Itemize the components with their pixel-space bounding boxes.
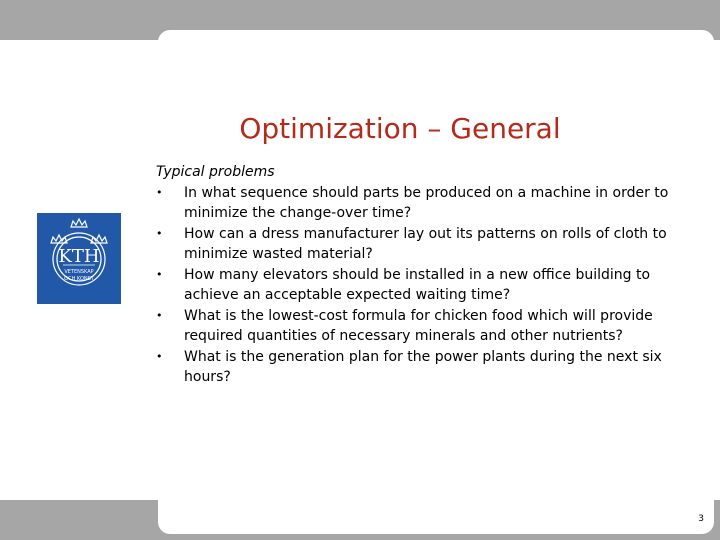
kth-logo xyxy=(37,213,121,304)
bullet-icon: • xyxy=(156,350,163,363)
bullet-icon: • xyxy=(156,309,163,322)
list-item xyxy=(156,306,676,346)
logo-text-line1: VETENSKAP xyxy=(64,269,94,275)
bullet-text: How many elevators should be installed in a new office building to achieve an acceptable expected waiting time? xyxy=(184,267,651,303)
list-item xyxy=(156,347,676,387)
bullet-text: How can a dress manufacturer lay out its patterns on rolls of cloth to minimize wasted material? xyxy=(184,226,667,262)
slide-title: Optimization – General xyxy=(239,112,561,145)
bullet-text: What is the lowest-cost formula for chicken food which will provide required quantities of necessary minerals and other nutrients? xyxy=(184,308,653,344)
kth-logo-emblem xyxy=(37,213,121,304)
list-item xyxy=(156,183,676,223)
slide-content xyxy=(156,162,676,388)
list-item xyxy=(156,224,676,264)
subheading: Typical problems xyxy=(156,164,275,180)
bullet-icon: • xyxy=(156,186,163,199)
bullet-text: In what sequence should parts be produced on a machine in order to minimize the change-over time? xyxy=(184,185,669,221)
list-item xyxy=(156,265,676,305)
logo-text-main: KTH xyxy=(58,246,100,267)
bullet-list xyxy=(156,183,676,387)
page-number: 3 xyxy=(698,514,704,524)
bullet-icon: • xyxy=(156,227,163,240)
bullet-text: What is the generation plan for the power plants during the next six hours? xyxy=(184,349,662,385)
bullet-icon: • xyxy=(156,268,163,281)
logo-text-line2: OCH KONST xyxy=(64,276,94,282)
